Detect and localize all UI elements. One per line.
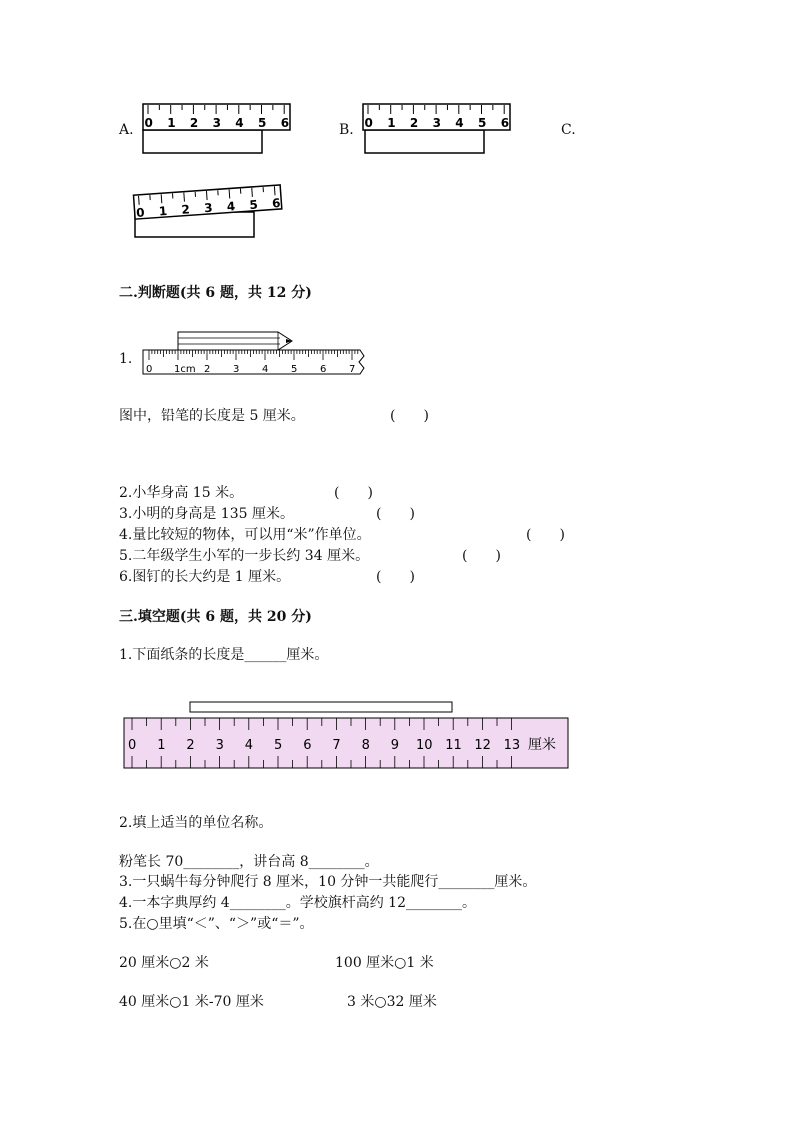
paper-strip <box>365 130 484 153</box>
ruler-number: 3 <box>203 200 213 216</box>
ruler-number: 7 <box>349 364 356 375</box>
ruler-body <box>363 104 510 130</box>
ruler-number: 6 <box>303 738 312 753</box>
ruler-number: 5 <box>258 116 267 130</box>
ruler-number: 1 <box>157 738 166 753</box>
ruler-number: 1 <box>158 203 168 219</box>
ruler-number: 4 <box>244 738 254 753</box>
pencil <box>140 332 292 350</box>
tf-item-paren[interactable]: ( ) <box>526 527 565 543</box>
option-a-label: A. <box>119 122 134 138</box>
ruler-number: 6 <box>280 116 290 130</box>
ruler-number: 0 <box>364 116 373 130</box>
ruler-option-c <box>130 182 286 242</box>
tf-item-paren[interactable]: ( ) <box>376 506 415 522</box>
compare-item: 3 米○32 厘米 <box>347 994 437 1010</box>
paper-strip-ruler-figure <box>122 700 572 772</box>
fill-q4: 4.一本字典厚约 4________。学校旗杆高约 12________。 <box>119 895 476 911</box>
section-2-heading: 二.判断题(共 6 题，共 12 分) <box>119 285 312 301</box>
ruler-body-tilted <box>133 185 281 220</box>
ruler-number: 5 <box>478 116 487 130</box>
section-3-heading: 三.填空题(共 6 题，共 20 分) <box>119 609 312 625</box>
compare-item: 100 厘米○1 米 <box>335 955 434 971</box>
ruler-number: 3 <box>215 738 224 753</box>
ruler-number: 0 <box>135 205 146 221</box>
ruler-number: 6 <box>500 116 510 130</box>
tf-item-paren[interactable]: ( ) <box>334 485 373 501</box>
option-c-label: C. <box>561 122 576 138</box>
ruler-number: 1cm <box>174 364 196 375</box>
pink-ruler <box>124 718 568 768</box>
paper-strip <box>143 130 262 153</box>
ruler-number: 6 <box>320 364 327 375</box>
paper-strip <box>190 702 452 712</box>
ruler-number: 2 <box>204 364 211 375</box>
compare-item: 40 厘米○1 米-70 厘米 <box>119 994 264 1010</box>
ruler-number: 2 <box>409 116 419 130</box>
ruler-number: 12 <box>474 738 491 753</box>
fill-q1-text: 1.下面纸条的长度是______厘米。 <box>119 647 329 663</box>
q1-number: 1. <box>119 351 133 367</box>
cm-ruler <box>143 350 364 375</box>
ruler-number: 9 <box>390 738 400 753</box>
ruler-number: 4 <box>262 364 269 375</box>
ruler-number: 3 <box>432 116 441 130</box>
ruler-number: 0 <box>144 116 153 130</box>
fill-q2-line: 粉笔长 70________，讲台高 8________。 <box>119 854 379 870</box>
ruler-number: 4 <box>226 199 236 214</box>
ruler-option-a <box>140 100 292 156</box>
ruler-number: 7 <box>332 738 341 753</box>
ruler-number: 2 <box>181 202 191 217</box>
ruler-number: 13 <box>503 738 521 753</box>
ruler-number: 2 <box>189 116 199 130</box>
ruler-option-b <box>360 100 512 156</box>
q1-statement: 图中，铅笔的长度是 5 厘米。 <box>119 408 305 424</box>
tf-item-paren[interactable]: ( ) <box>462 548 501 564</box>
ruler-number: 6 <box>271 195 281 211</box>
ruler-number: 2 <box>186 738 195 753</box>
ruler-number: 10 <box>416 738 433 753</box>
q1-answer-paren[interactable]: ( ) <box>390 408 429 424</box>
ruler-number: 1 <box>387 116 396 130</box>
ruler-number: 5 <box>248 197 259 213</box>
tf-item-text: 3.小明的身高是 135 厘米。 <box>119 506 294 522</box>
pencil-ruler-figure <box>140 326 370 382</box>
tf-item-paren[interactable]: ( ) <box>376 569 415 585</box>
ruler-unit-label: 厘米 <box>528 737 556 753</box>
tf-item-text: 5.二年级学生小军的一步长约 34 厘米。 <box>119 548 370 564</box>
compare-item: 20 厘米○2 米 <box>119 955 209 971</box>
ruler-number: 3 <box>212 116 221 130</box>
ruler-number: 8 <box>361 738 370 753</box>
ruler-number: 0 <box>128 738 137 753</box>
ruler-number: 1 <box>167 116 176 130</box>
ruler-number: 3 <box>233 364 240 375</box>
fill-q3: 3.一只蜗牛每分钟爬行 8 厘米，10 分钟一共能爬行________厘米。 <box>119 874 537 890</box>
ruler-number: 4 <box>235 116 244 130</box>
ruler-number: 5 <box>291 364 298 375</box>
tf-item-text: 2.小华身高 15 米。 <box>119 485 244 501</box>
ruler-number: 0 <box>146 364 153 375</box>
ruler-number: 5 <box>274 738 283 753</box>
ruler-number: 4 <box>455 116 464 130</box>
tf-item-text: 4.量比较短的物体，可以用“米”作单位。 <box>119 527 371 543</box>
fill-q5-title: 5.在○里填“＜”、“＞”或“＝”。 <box>119 916 314 932</box>
ruler-body <box>143 104 290 130</box>
tf-item-text: 6.图钉的长大约是 1 厘米。 <box>119 569 291 585</box>
ruler-number: 11 <box>445 738 462 753</box>
fill-q2-title: 2.填上适当的单位名称。 <box>119 815 273 831</box>
option-b-label: B. <box>339 122 354 138</box>
